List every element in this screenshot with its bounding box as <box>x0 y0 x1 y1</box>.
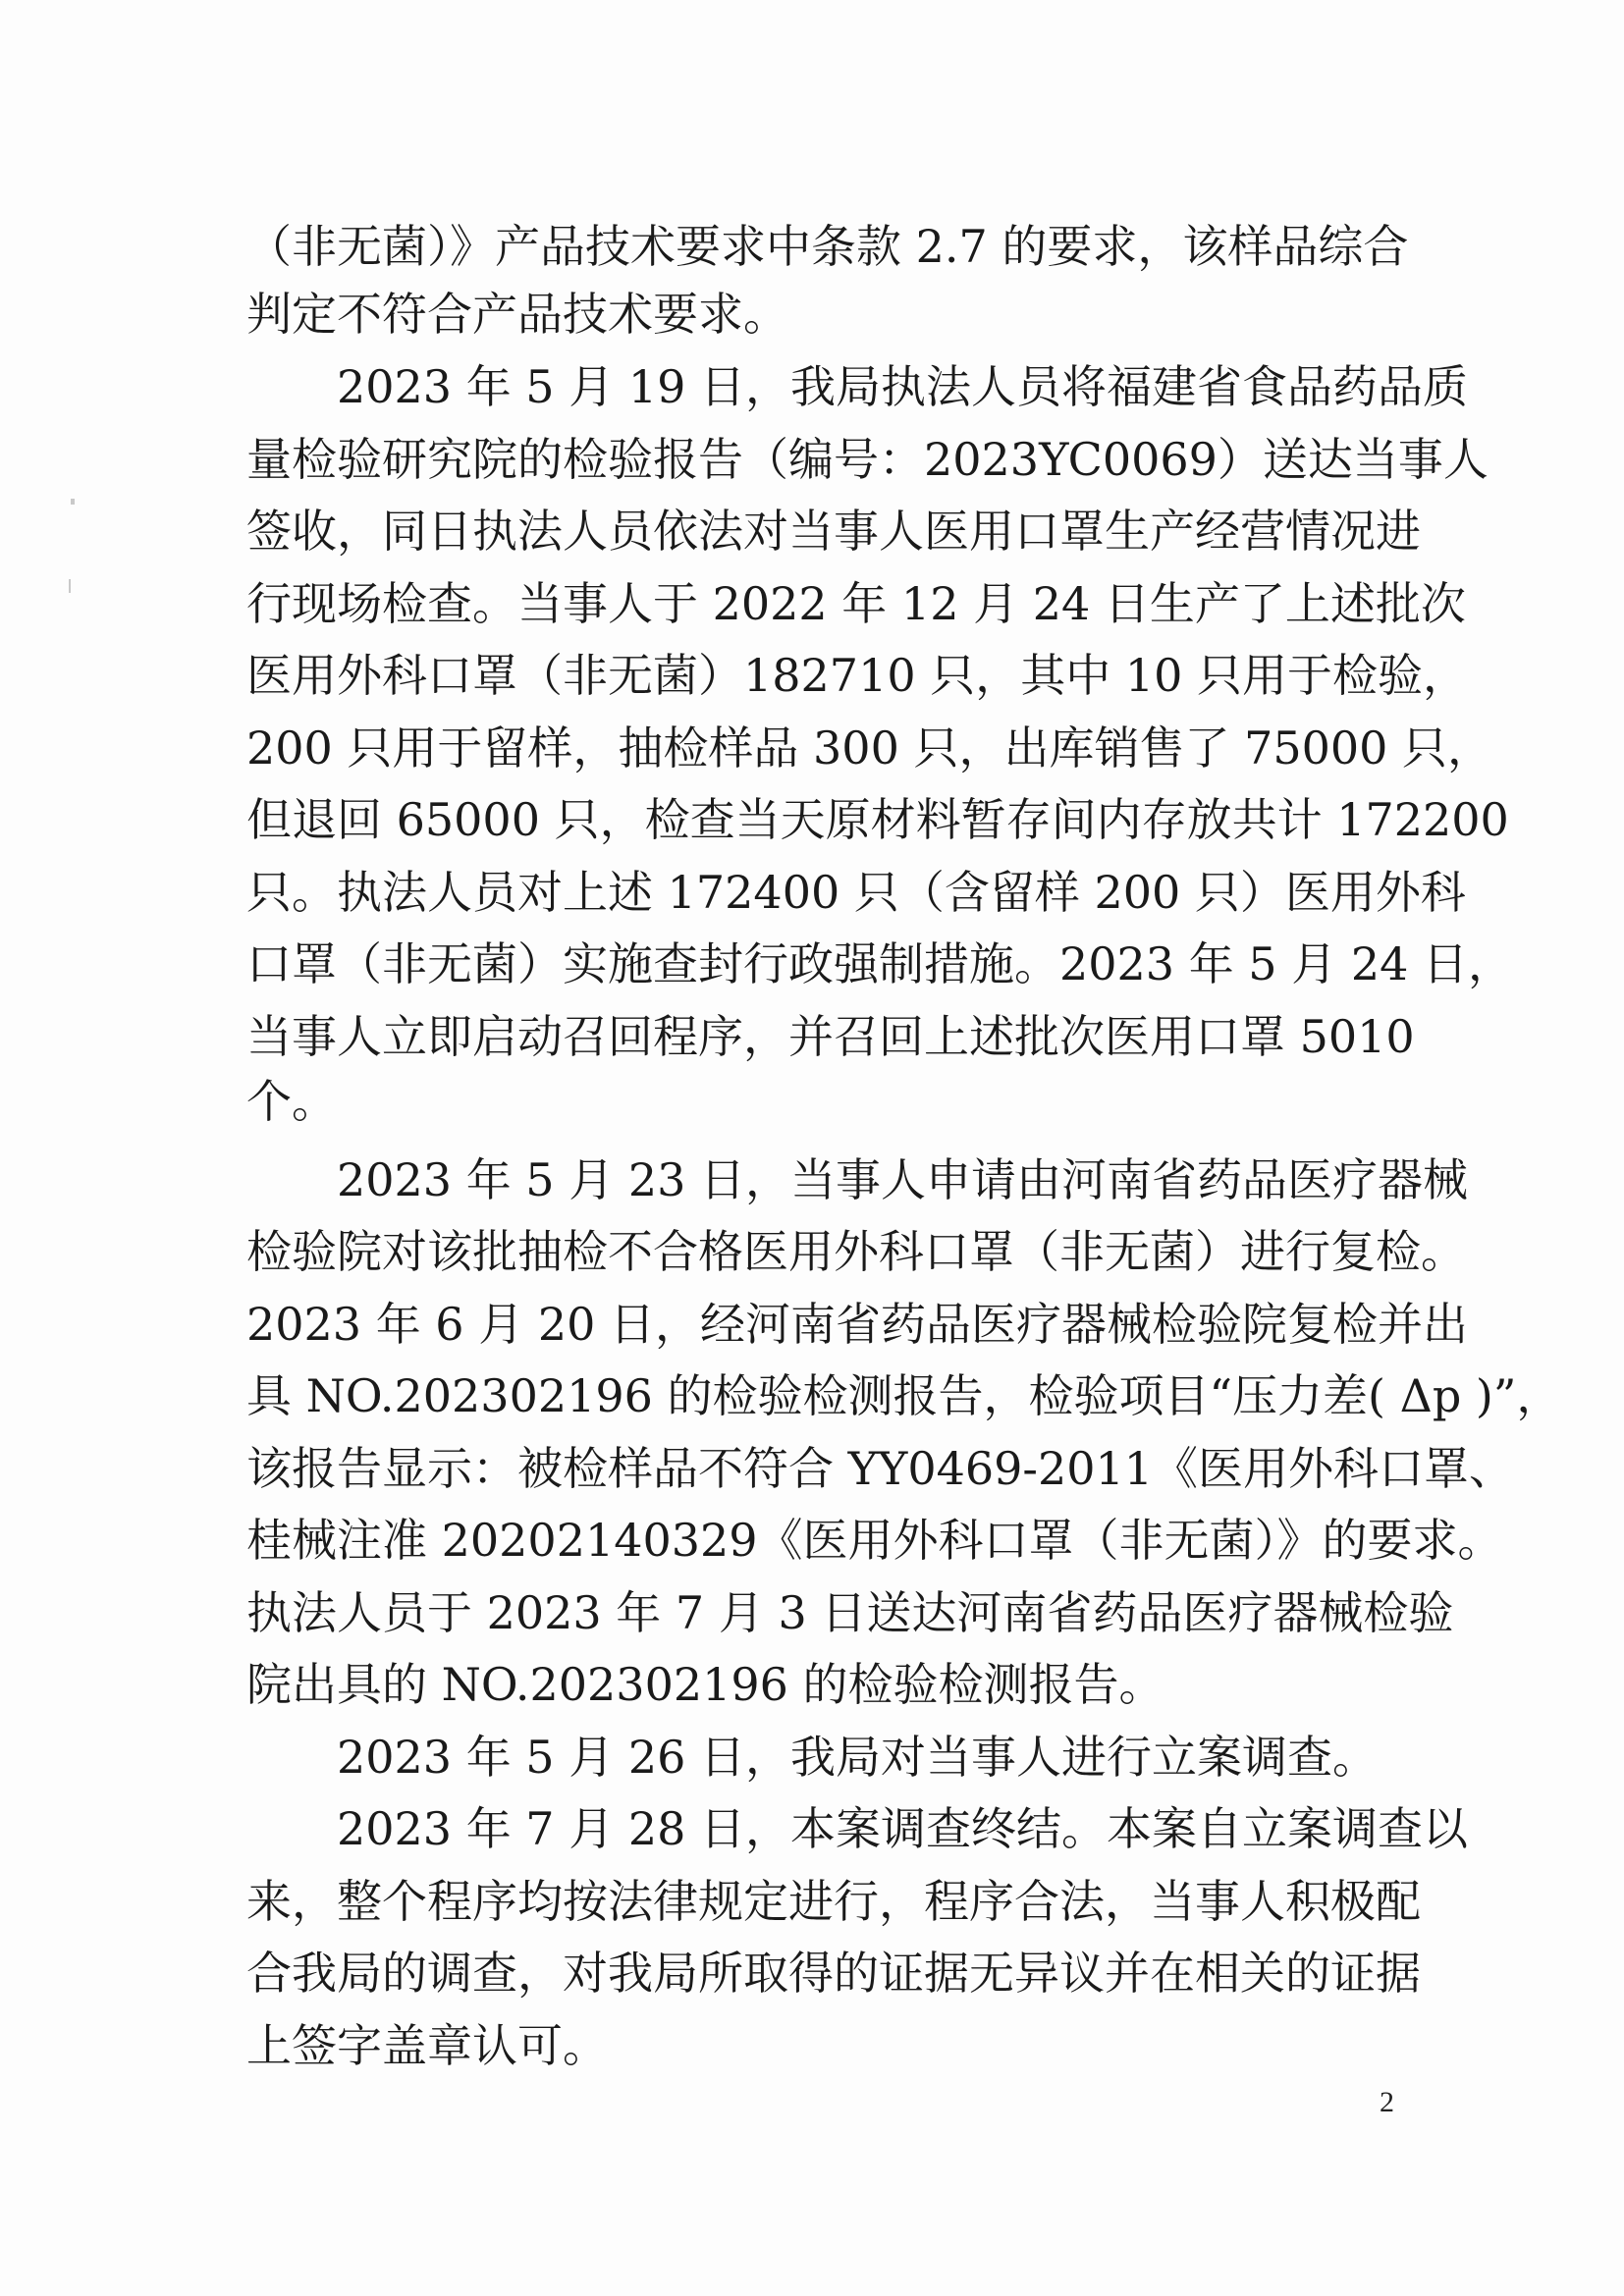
text-line: 该报告显示：被检样品不符合 YY0469-2011《医用外科口罩、 <box>246 1442 1515 1495</box>
paragraph-start-line: 2023 年 5 月 23 日，当事人申请由河南省药品医疗器械 <box>337 1153 1468 1206</box>
text-line: 签收，同日执法人员依法对当事人医用口罩生产经营情况进 <box>246 505 1421 558</box>
text-line: 检验院对该批抽检不合格医用外科口罩（非无菌）进行复检。 <box>246 1225 1466 1278</box>
text-line: 200 只用于留样，抽检样品 300 只，出库销售了 75000 只， <box>246 721 1493 774</box>
text-line: 只。执法人员对上述 172400 只（含留样 200 只）医用外科 <box>246 866 1466 919</box>
paragraph-start-line: 2023 年 5 月 26 日，我局对当事人进行立案调查。 <box>337 1731 1378 1784</box>
text-line: 上签字盖章认可。 <box>246 2019 608 2072</box>
paragraph-start-line: 2023 年 7 月 28 日，本案调查终结。本案自立案调查以 <box>337 1802 1468 1855</box>
text-line: 院出具的 NO.202302196 的检验检测报告。 <box>246 1658 1164 1711</box>
text-line: 桂械注准 20202140329《医用外科口罩（非无菌）》的要求。 <box>246 1514 1503 1567</box>
text-line: 量检验研究院的检验报告（编号：2023YC0069）送达当事人 <box>246 433 1489 486</box>
text-line: 合我局的调查，对我局所取得的证据无异议并在相关的证据 <box>246 1947 1421 2000</box>
text-line: 判定不符合产品技术要求。 <box>246 288 788 341</box>
scan-mark <box>69 579 71 593</box>
text-line: 当事人立即启动召回程序，并召回上述批次医用口罩 5010 <box>246 1010 1415 1063</box>
text-line: 但退回 65000 只，检查当天原材料暂存间内存放共计 172200 <box>246 793 1509 846</box>
text-line: 来，整个程序均按法律规定进行，程序合法，当事人积极配 <box>246 1875 1421 1928</box>
text-line: 个。 <box>246 1075 337 1128</box>
text-line: 执法人员于 2023 年 7 月 3 日送达河南省药品医疗器械检验 <box>246 1586 1454 1639</box>
text-line: 行现场检查。当事人于 2022 年 12 月 24 日生产了上述批次 <box>246 577 1466 630</box>
text-line: 口罩（非无菌）实施查封行政强制措施。2023 年 5 月 24 日， <box>246 937 1513 990</box>
scan-mark <box>71 499 75 505</box>
text-line: 医用外科口罩（非无菌）182710 只，其中 10 只用于检验， <box>246 649 1468 702</box>
text-line: 具 NO.202302196 的检验检测报告，检验项目“压力差( Δp )”， <box>246 1369 1562 1422</box>
text-line: 2023 年 6 月 20 日，经河南省药品医疗器械检验院复检并出 <box>246 1298 1468 1351</box>
page-number: 2 <box>1380 2086 1394 2118</box>
paragraph-start-line: 2023 年 5 月 19 日，我局执法人员将福建省食品药品质 <box>337 360 1468 413</box>
text-line: （非无菌）》产品技术要求中条款 2.7 的要求，该样品综合 <box>246 220 1409 273</box>
